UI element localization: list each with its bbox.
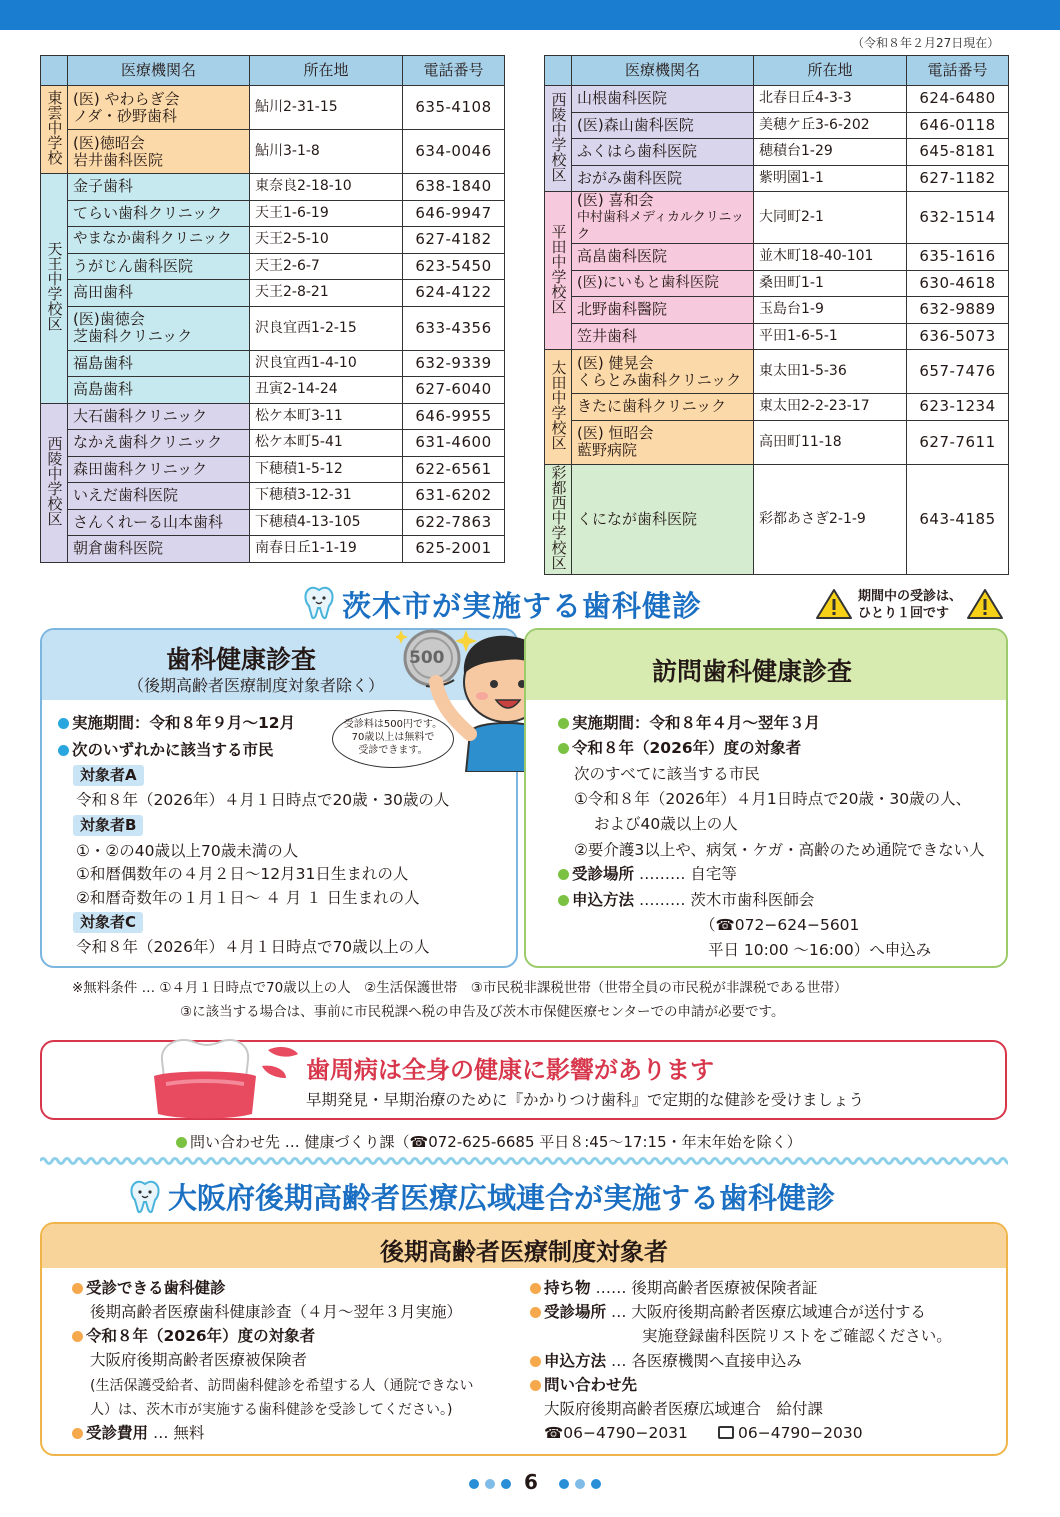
item-label: 受診できる歯科健診 xyxy=(86,1279,226,1297)
clinic-name-line: 山根歯科医院 xyxy=(577,89,668,108)
panel-subtitle: （後期高齢者医療制度対象者除く） xyxy=(128,676,385,695)
item-text: 実施登録歯科医院リストをご確認ください。 xyxy=(642,1327,952,1345)
header-address: 所在地 xyxy=(754,56,907,86)
warning-icon xyxy=(815,588,853,620)
clinic-address: 南春日丘1-1-19 xyxy=(250,536,403,563)
target-b-line: ①・②の40歳以上70歳未満の人 xyxy=(76,842,299,860)
condition-line: および40歳以上の人 xyxy=(594,815,738,833)
clinic-name-line: (医)歯徳会 xyxy=(73,310,145,328)
table-corner xyxy=(545,56,572,86)
free-conditions-note-2: ③に該当する場合は、事前に市民税課へ税の申告及び茨木市保健医療センターでの申請が必要です。 xyxy=(180,1004,785,1020)
table-row xyxy=(545,165,1009,192)
item-line xyxy=(530,1278,817,1298)
clinic-address: 下穂積1-5-12 xyxy=(250,456,403,483)
item-line xyxy=(530,1375,637,1395)
clinic-name xyxy=(572,86,754,113)
item-text: … 大阪府後期高齢者医療広域連合が送付する xyxy=(610,1303,926,1321)
clinic-address: 紫明園1-1 xyxy=(754,165,907,192)
inquiry-line xyxy=(176,1131,802,1152)
header-address: 所在地 xyxy=(250,56,403,86)
apply-line xyxy=(558,890,814,910)
contact-fax-line xyxy=(718,1423,863,1443)
top-color-bar xyxy=(0,0,1060,30)
clinic-phone: 627-6040 xyxy=(403,377,505,404)
wavy-divider xyxy=(40,1156,1008,1166)
clinic-phone: 643-4185 xyxy=(907,464,1009,574)
clinic-name-line: きたに歯科クリニック xyxy=(577,397,727,416)
item-text: 後期高齢者医療歯科健康診査（４月〜翌年３月実施） xyxy=(90,1303,463,1321)
clinic-phone: 646-9947 xyxy=(403,200,505,227)
clinic-name xyxy=(572,165,754,192)
item-line xyxy=(72,1423,204,1443)
tag-target-c: 対象者C xyxy=(73,912,143,933)
panel-title: 歯科健康診査 xyxy=(166,645,317,674)
clinic-address: 高田町11-18 xyxy=(754,420,907,464)
clinic-address: 東太田2-2-23-17 xyxy=(754,394,907,421)
table-row xyxy=(41,456,505,483)
clinic-name xyxy=(572,420,754,464)
clinic-name-line: 藍野病院 xyxy=(577,441,638,459)
table-row xyxy=(41,280,505,307)
table-row xyxy=(41,227,505,254)
district-label-text: 太田中学校区 xyxy=(549,359,568,450)
clinic-phone: 623-1234 xyxy=(907,394,1009,421)
district-label xyxy=(41,86,68,174)
clinic-address: 東太田1-5-36 xyxy=(754,350,907,394)
clinic-phone: 622-6561 xyxy=(403,456,505,483)
clinic-address: 天王2-8-21 xyxy=(250,280,403,307)
table-row xyxy=(545,297,1009,324)
clinic-name xyxy=(68,227,250,254)
item-label: 受診場所 xyxy=(544,1303,607,1321)
clinic-phone: 627-4182 xyxy=(403,227,505,254)
clinic-phone: 627-7611 xyxy=(907,420,1009,464)
clinic-phone: 624-4122 xyxy=(403,280,505,307)
table-row xyxy=(41,377,505,404)
item-label: 持ち物 xyxy=(544,1279,591,1297)
clinic-name-line: ノダ・砂野歯科 xyxy=(73,106,177,125)
clinic-name-line: (医) 喜和会 xyxy=(577,191,654,209)
fee-speech-bubble xyxy=(332,710,454,768)
table-row xyxy=(41,509,505,536)
clinic-address: 天王2-5-10 xyxy=(250,227,403,254)
dental-clinic-table-right xyxy=(544,55,1009,575)
target-line xyxy=(558,738,801,758)
district-label-text: 東雲中学校 xyxy=(45,90,64,165)
clinic-phone: 646-9955 xyxy=(403,403,505,430)
clinic-name-line: (医)にいもと歯科医院 xyxy=(577,274,719,291)
clinic-name-line: ふくはら歯科医院 xyxy=(577,142,698,161)
coin-500: 500 xyxy=(409,648,445,668)
bullet-dot xyxy=(558,743,569,754)
bullet-dot xyxy=(558,895,569,906)
clinic-name-line: くになが歯科医院 xyxy=(577,509,698,528)
inquiry-text: 問い合わせ先 … 健康づくり課（☎072-625-6685 平日８:45〜17:15・年末年始を除く） xyxy=(190,1133,802,1151)
clinic-name xyxy=(572,270,754,297)
clinic-name-line: 中村歯科メディカルクリニック xyxy=(577,210,744,242)
clinic-address: 沢良宜西1-4-10 xyxy=(250,350,403,377)
apply-text: ……… 茨木市歯科医師会 xyxy=(638,891,815,909)
clinic-address: 松ケ本町5-41 xyxy=(250,430,403,457)
table-row xyxy=(545,420,1009,464)
bullet-dot xyxy=(530,1283,541,1294)
table-row xyxy=(545,464,1009,574)
tag-target-b: 対象者B xyxy=(73,815,143,836)
bullet-dot xyxy=(72,1331,83,1342)
table-row xyxy=(545,86,1009,113)
clinic-address: 大同町2-1 xyxy=(754,192,907,244)
table-row xyxy=(41,483,505,510)
clinic-name-line: 北野歯科醫院 xyxy=(577,300,668,319)
item-note: (生活保護受給者、訪問歯科健診を希望する人（通院できない xyxy=(90,1378,474,1394)
clinic-name xyxy=(572,464,754,574)
target-c-text: 令和８年（2026年）４月１日時点で70歳以上の人 xyxy=(76,938,430,956)
panel-title: 訪問歯科健康診査 xyxy=(652,657,853,686)
contact-fax: 06−4790−2030 xyxy=(738,1424,863,1442)
apply-hours: 平日 10:00 〜16:00）へ申込み xyxy=(708,941,932,959)
clinic-address: 彩都あさぎ2-1-9 xyxy=(754,464,907,574)
condition-line xyxy=(58,740,274,760)
clinic-name xyxy=(572,323,754,350)
table-row xyxy=(545,244,1009,271)
dental-clinic-table-left xyxy=(40,55,505,563)
clinic-name-line: (医) 恒昭会 xyxy=(577,424,654,442)
district-label xyxy=(41,403,68,562)
bullet-dot xyxy=(72,1283,83,1294)
clinic-address: 鮎川3-1-8 xyxy=(250,130,403,174)
bubble-line: 受診料は500円です。 xyxy=(343,719,443,730)
bullet-dot xyxy=(558,869,569,880)
clinic-address: 沢良宜西1-2-15 xyxy=(250,306,403,350)
clinic-name xyxy=(68,509,250,536)
clinic-name-line: 福島歯科 xyxy=(73,353,134,372)
periodontal-text: 早期発見・早期治療のために『かかりつけ歯科』で定期的な健診を受けましょう xyxy=(306,1091,865,1109)
item-text: … 無料 xyxy=(152,1424,205,1442)
clinic-phone: 646-0118 xyxy=(907,112,1009,139)
apply-label: 申込方法 xyxy=(572,891,635,909)
bullet-dot xyxy=(530,1380,541,1391)
section-title-ibaraki: 茨木市が実施する歯科健診 xyxy=(342,589,703,623)
clinic-name xyxy=(68,377,250,404)
warning-icon xyxy=(966,588,1004,620)
clinic-address: 下穂積4-13-105 xyxy=(250,509,403,536)
as-of-date: （令和８年２月27日現在） xyxy=(852,36,1000,50)
clinic-phone: 632-9889 xyxy=(907,297,1009,324)
tooth-icon xyxy=(302,584,336,620)
period-text: 実施期間：令和８年９月〜12月 xyxy=(72,714,296,732)
table-row xyxy=(41,430,505,457)
clinic-name xyxy=(68,130,250,174)
clinic-phone: 635-4108 xyxy=(403,86,505,130)
bubble-line: 受診できます。 xyxy=(358,745,428,756)
bubble-line: 70歳以上は無料で xyxy=(351,732,435,743)
clinic-name xyxy=(68,86,250,130)
clinic-name-line: 大石歯科クリニック xyxy=(73,406,208,425)
clinic-phone: 633-4356 xyxy=(403,306,505,350)
warning-text xyxy=(858,588,962,622)
table-row xyxy=(545,139,1009,166)
table-row xyxy=(41,130,505,174)
table-row xyxy=(41,174,505,201)
table-row xyxy=(41,350,505,377)
item-text: 大阪府後期高齢者医療広域連合 給付課 xyxy=(544,1400,824,1418)
clinic-name xyxy=(68,536,250,563)
clinic-name xyxy=(572,139,754,166)
district-label-text: 彩都西中学校区 xyxy=(549,464,568,570)
target-b-line: ②和暦奇数年の１月１日〜 ４ 月 １ 日生まれの人 xyxy=(76,889,420,907)
warning-line-1: 期間中の受診は、 xyxy=(858,589,963,604)
header-phone: 電話番号 xyxy=(907,56,1009,86)
bullet-dot xyxy=(72,1428,83,1439)
clinic-name xyxy=(68,403,250,430)
item-label: 受診費用 xyxy=(86,1424,149,1442)
district-label xyxy=(545,192,572,350)
table-row xyxy=(41,403,505,430)
clinic-address: 天王1-6-19 xyxy=(250,200,403,227)
clinic-name-line: いえだ歯科医院 xyxy=(73,486,179,505)
period-text: 実施期間：令和８年４月〜翌年３月 xyxy=(572,714,821,732)
clinic-phone: 632-1514 xyxy=(907,192,1009,244)
place-text: ……… 自宅等 xyxy=(638,865,737,883)
periodontal-title: 歯周病は全身の健康に影響があります xyxy=(306,1056,714,1084)
tooth-gum-illustration xyxy=(150,1028,300,1120)
district-label xyxy=(41,174,68,404)
clinic-address: 穂積台1-29 xyxy=(754,139,907,166)
bullet-dot xyxy=(530,1356,541,1367)
tooth-icon xyxy=(128,1178,162,1214)
target-text: 令和８年（2026年）度の対象者 xyxy=(572,739,802,757)
item-label: 申込方法 xyxy=(544,1352,607,1370)
page-indicator xyxy=(468,1472,608,1496)
clinic-address: 北春日丘4-3-3 xyxy=(754,86,907,113)
clinic-phone: 657-7476 xyxy=(907,350,1009,394)
clinic-name-line: さんくれーる山本歯科 xyxy=(73,512,224,531)
clinic-name-line: 高島歯科 xyxy=(73,380,134,399)
place-label: 受診場所 xyxy=(572,865,635,883)
header-phone: 電話番号 xyxy=(403,56,505,86)
clinic-name-line: なかえ歯科クリニック xyxy=(73,433,223,452)
clinic-address: 玉島台1-9 xyxy=(754,297,907,324)
item-note: 人）は、茨木市が実施する歯科健診を受診してください。) xyxy=(90,1402,453,1418)
clinic-name-line: 芝歯科クリニック xyxy=(73,327,193,345)
clinic-phone: 638-1840 xyxy=(403,174,505,201)
condition-text: 次のいずれかに該当する市民 xyxy=(72,741,274,759)
table-row xyxy=(545,270,1009,297)
clinic-name xyxy=(68,483,250,510)
table-row xyxy=(41,536,505,563)
clinic-name-line: 森田歯科クリニック xyxy=(73,459,208,478)
clinic-address: 平田1-6-5-1 xyxy=(754,323,907,350)
item-label: 令和８年（2026年）度の対象者 xyxy=(86,1327,316,1345)
period-line xyxy=(558,713,820,733)
item-line xyxy=(530,1302,926,1322)
table-corner xyxy=(41,56,68,86)
clinic-phone: 630-4618 xyxy=(907,270,1009,297)
clinic-name-line: くらとみ歯科クリニック xyxy=(577,370,742,389)
clinic-name xyxy=(572,192,754,244)
clinic-name xyxy=(68,456,250,483)
clinic-phone: 624-6480 xyxy=(907,86,1009,113)
clinic-phone: 635-1616 xyxy=(907,244,1009,271)
condition-line: ②要介護3以上や、病気・ケガ・高齢のため通院できない人 xyxy=(574,841,985,859)
bullet-dot xyxy=(530,1307,541,1318)
section-title-osaka: 大阪府後期高齢者医療広域連合が実施する歯科健診 xyxy=(168,1181,836,1215)
clinic-phone: 632-9339 xyxy=(403,350,505,377)
clinic-phone: 634-0046 xyxy=(403,130,505,174)
clinic-phone: 636-5073 xyxy=(907,323,1009,350)
bullet-dot xyxy=(176,1137,187,1148)
free-conditions-note: ※無料条件 … ①４月１日時点で70歳以上の人 ②生活保護世帯 ③市民税非課税世帯（世帯全員の市民税が非課税である世帯） xyxy=(72,980,848,996)
clinic-name-line: 高畠歯科医院 xyxy=(577,247,668,266)
header-clinic-name: 医療機関名 xyxy=(68,56,250,86)
clinic-name-line: うがじん歯科医院 xyxy=(73,256,194,275)
item-label: 問い合わせ先 xyxy=(544,1376,638,1394)
clinic-address: 鮎川2-31-15 xyxy=(250,86,403,130)
item-line xyxy=(72,1278,226,1298)
contact-phone: ☎06−4790−2031 xyxy=(544,1424,688,1442)
clinic-name-line: 金子歯科 xyxy=(73,177,134,196)
clinic-name-line: てらい歯科クリニック xyxy=(73,203,223,222)
clinic-address: 並木町18-40-101 xyxy=(754,244,907,271)
clinic-name-line: (医)徳昭会 xyxy=(73,133,145,152)
bullet-dot xyxy=(58,745,69,756)
item-line xyxy=(530,1351,802,1371)
clinic-name xyxy=(68,200,250,227)
clinic-name xyxy=(68,430,250,457)
district-label-text: 西陵中学校区 xyxy=(549,91,568,182)
clinic-name-line: (医) 健晃会 xyxy=(577,353,654,372)
table-row xyxy=(545,350,1009,394)
district-label-text: 西陵中学校区 xyxy=(45,435,64,526)
place-line xyxy=(558,864,737,884)
target-a-text: 令和８年（2026年）４月１日時点で20歳・30歳の人 xyxy=(76,791,450,809)
clinic-name-line: 朝倉歯科医院 xyxy=(73,539,164,558)
item-text: … 各医療機関へ直接申込み xyxy=(610,1352,802,1370)
bullet-dot xyxy=(58,718,69,729)
clinic-name xyxy=(572,244,754,271)
clinic-name xyxy=(68,253,250,280)
table-row xyxy=(545,112,1009,139)
header-clinic-name: 医療機関名 xyxy=(572,56,754,86)
clinic-name xyxy=(68,350,250,377)
table-row xyxy=(41,253,505,280)
period-line xyxy=(58,713,295,733)
clinic-address: 美穂ケ丘3-6-202 xyxy=(754,112,907,139)
item-line xyxy=(72,1326,315,1346)
panel-header xyxy=(42,1224,1006,1268)
page-number: 6 xyxy=(524,1470,538,1494)
district-label-text: 天王中学校区 xyxy=(45,241,64,332)
clinic-name-line: おがみ歯科医院 xyxy=(577,168,683,187)
clinic-name xyxy=(572,350,754,394)
tag-target-a: 対象者A xyxy=(73,765,144,786)
clinic-name xyxy=(572,394,754,421)
table-row xyxy=(41,200,505,227)
clinic-address: 丑寅2-14-24 xyxy=(250,377,403,404)
clinic-name-line: (医)森山歯科医院 xyxy=(577,115,694,134)
table-row xyxy=(41,306,505,350)
district-label-text: 平田中学校区 xyxy=(549,223,568,314)
bullet-dot xyxy=(558,718,569,729)
item-text: …… 後期高齢者医療被保険者証 xyxy=(595,1279,818,1297)
table-row xyxy=(545,323,1009,350)
table-row xyxy=(545,192,1009,244)
panel-header xyxy=(526,630,1006,700)
clinic-name xyxy=(572,112,754,139)
clinic-address: 松ケ本町3-11 xyxy=(250,403,403,430)
clinic-address: 天王2-6-7 xyxy=(250,253,403,280)
table-row xyxy=(545,394,1009,421)
target-b-line: ①和暦偶数年の４月２日〜12月31日生まれの人 xyxy=(76,865,409,883)
clinic-name-line: 岩井歯科医院 xyxy=(73,150,164,169)
item-text: 大阪府後期高齢者医療被保険者 xyxy=(90,1351,308,1369)
clinic-name xyxy=(68,174,250,201)
condition-line: ①令和８年（2026年）４月1日時点で20歳・30歳の人、 xyxy=(574,790,972,808)
clinic-phone: 627-1182 xyxy=(907,165,1009,192)
clinic-name-line: 笠井歯科 xyxy=(577,326,638,345)
clinic-phone: 631-6202 xyxy=(403,483,505,510)
district-label xyxy=(545,350,572,465)
warning-line-2: ひとり１回です xyxy=(858,606,950,621)
fax-icon xyxy=(718,1426,734,1439)
clinic-address: 桑田町1-1 xyxy=(754,270,907,297)
clinic-name-line: (医) やわらぎ会 xyxy=(73,89,180,108)
clinic-phone: 631-4600 xyxy=(403,430,505,457)
clinic-phone: 622-7863 xyxy=(403,509,505,536)
clinic-phone: 625-2001 xyxy=(403,536,505,563)
clinic-address: 東奈良2-18-10 xyxy=(250,174,403,201)
clinic-address: 下穂積3-12-31 xyxy=(250,483,403,510)
clinic-phone: 623-5450 xyxy=(403,253,505,280)
clinic-name xyxy=(572,297,754,324)
clinic-name xyxy=(68,280,250,307)
condition-text: 次のすべてに該当する市民 xyxy=(574,765,760,783)
clinic-name-line: やまなか歯科クリニック xyxy=(73,231,232,248)
district-label xyxy=(545,86,572,192)
apply-phone: （☎072−624−5601 xyxy=(700,916,860,934)
clinic-phone: 645-8181 xyxy=(907,139,1009,166)
district-label xyxy=(545,464,572,574)
clinic-name-line: 高田歯科 xyxy=(73,283,134,302)
panel-title: 後期高齢者医療制度対象者 xyxy=(380,1238,668,1266)
clinic-name xyxy=(68,306,250,350)
table-row xyxy=(41,86,505,130)
